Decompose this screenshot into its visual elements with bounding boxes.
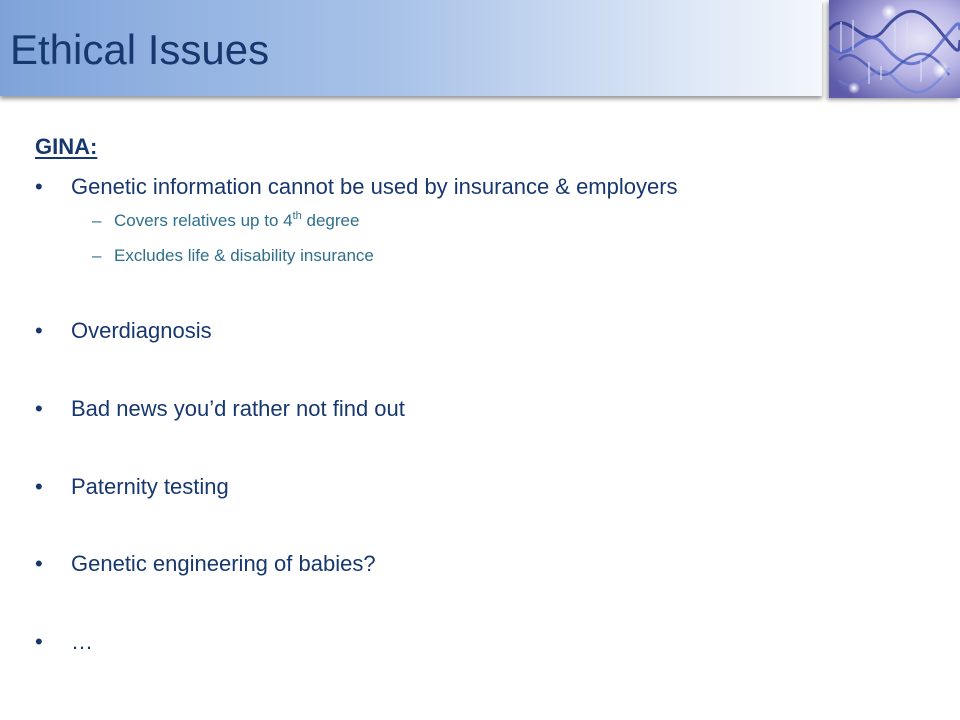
subitem-text: Excludes life & disability insurance (114, 246, 374, 265)
bullet-text: Genetic information cannot be used by insurance & employers (71, 174, 678, 199)
bullet-text: Bad news you’d rather not find out (71, 396, 405, 421)
sub-marker: – (92, 211, 102, 230)
bullet-text: Overdiagnosis (71, 318, 212, 343)
subitem-text-tail: degree (301, 211, 360, 230)
bullet-genetic-engineering (35, 551, 376, 577)
bullet-text: Genetic engineering of babies? (71, 551, 376, 576)
bullet-paternity-testing (35, 474, 229, 500)
bullet-marker: • (35, 396, 43, 421)
subitem-covers-relatives (92, 211, 359, 231)
bullet-bad-news (35, 396, 405, 422)
bullet-text: Paternity testing (71, 474, 229, 499)
bullet-marker: • (35, 318, 43, 343)
bullet-text: … (71, 629, 93, 654)
sub-marker: – (92, 246, 102, 265)
bullet-overdiagnosis (35, 318, 212, 344)
bullet-marker: • (35, 174, 43, 199)
bullet-ellipsis (35, 629, 93, 655)
bullet-marker: • (35, 629, 43, 654)
slide-title: Ethical Issues (10, 26, 270, 73)
bullet-genetic-information (35, 174, 678, 200)
bullet-marker: • (35, 551, 43, 576)
subitem-excludes-life (92, 246, 374, 266)
subitem-text: Covers relatives up to 4 (114, 211, 293, 230)
gina-heading: GINA: (35, 134, 98, 159)
bullet-marker: • (35, 474, 43, 499)
superscript: th (292, 210, 302, 222)
